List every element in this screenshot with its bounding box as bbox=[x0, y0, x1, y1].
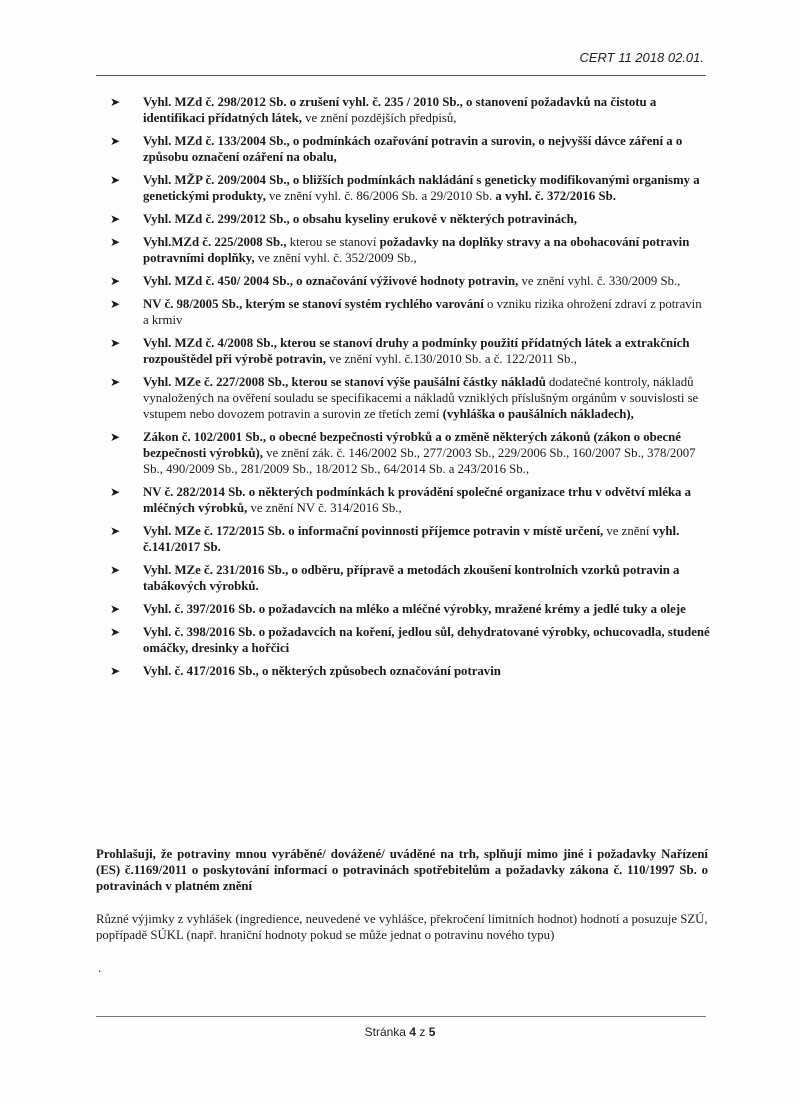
regulation-item bbox=[110, 374, 710, 422]
regulation-normal: dodatečné kontroly, nákladů vynaložených na ověření souladu se specifikacemi a nákladů vzniklých příslušným orgánům v souvislosti se vstupem nebo dovozem potravin a surovin ze třetích zemí bbox=[143, 375, 699, 421]
regulation-bold: Vyhl. MZe č. 227/2008 Sb., kterou se stanoví výše paušální částky nákladů bbox=[143, 375, 546, 389]
arrow-bullet-icon: ➤ bbox=[110, 485, 121, 499]
regulation-bold: Vyhl. č. 397/2016 Sb. o požadavcích na mléko a mléčné výrobky, mražené krémy a jedlé tuky a oleje bbox=[143, 602, 686, 616]
regulation-item bbox=[110, 273, 710, 289]
regulation-normal: ve znění vyhl. č. 86/2006 Sb. a 29/2010 Sb. bbox=[265, 189, 496, 203]
regulation-item bbox=[110, 94, 710, 126]
regulation-item bbox=[110, 484, 710, 516]
declaration-paragraph: Prohlašuji, že potraviny mnou vyráběné/ dovážené/ uváděné na trh, splňují mimo jiné i požadavky Nařízení (ES) č.1169/2011 o poskytování informací o potravinách spotřebitelům a požadavky zákona č. 110/1997 Sb. o potravinách v platném znění bbox=[96, 847, 708, 893]
arrow-bullet-icon: ➤ bbox=[110, 602, 121, 616]
regulation-bold: Vyhl. MZd č. 450/ 2004 Sb., o označování výživové hodnoty potravin, bbox=[143, 274, 519, 288]
arrow-bullet-icon: ➤ bbox=[110, 563, 121, 577]
regulation-item bbox=[110, 624, 710, 656]
regulation-item bbox=[110, 133, 710, 165]
arrow-bullet-icon: ➤ bbox=[110, 274, 121, 288]
regulation-item bbox=[110, 601, 710, 617]
regulation-normal: ve znění zák. č. 146/2002 Sb., 277/2003 Sb., 229/2006 Sb., 160/2007 Sb., 378/2007 Sb., 490/2009 Sb., 281/2009 Sb., 18/2012 Sb., 64/2014 Sb. a 243/2016 Sb., bbox=[143, 446, 696, 476]
header-divider bbox=[96, 75, 706, 76]
regulation-bold: Vyhl. MZd č. 4/2008 Sb., kterou se stanoví druhy a podmínky použití přídatných látek a extrakčních rozpouštědel při výrobě potravin, bbox=[143, 336, 690, 366]
regulation-normal: ve znění bbox=[603, 524, 653, 538]
regulation-bold: Zákon č. 102/2001 Sb., o obecné bezpečnosti výrobků a o změně některých zákonů (zákon o obecné bezpečnosti výrobků), bbox=[143, 430, 681, 460]
arrow-bullet-icon: ➤ bbox=[110, 375, 121, 389]
arrow-bullet-icon: ➤ bbox=[110, 212, 121, 226]
arrow-bullet-icon: ➤ bbox=[110, 664, 121, 678]
regulation-bold: Vyhl. č. 417/2016 Sb., o některých způsobech označování potravin bbox=[143, 664, 501, 678]
arrow-bullet-icon: ➤ bbox=[110, 134, 121, 148]
regulation-item bbox=[110, 523, 710, 555]
arrow-bullet-icon: ➤ bbox=[110, 95, 121, 109]
page-current: 4 bbox=[409, 1025, 417, 1039]
regulation-bold: Vyhl.MZd č. 225/2008 Sb., bbox=[143, 235, 287, 249]
regulation-normal: ve znění pozdějších předpisů, bbox=[301, 111, 457, 125]
regulation-normal: kterou se stanoví bbox=[286, 235, 380, 249]
arrow-bullet-icon: ➤ bbox=[110, 297, 121, 311]
regulation-normal: ve znění NV č. 314/2016 Sb., bbox=[247, 501, 402, 515]
page-number bbox=[0, 1025, 800, 1039]
exceptions-note: Různé výjimky z vyhlášek (ingredience, neuvedené ve vyhlášce, překročení limitních hodnot) hodnotí a posuzuje SZÚ, popřípadě SÚKL (např. hraniční hodnoty pokud se může jednat o potravinu nového typu) bbox=[96, 912, 708, 942]
regulation-bold: Vyhl. MZe č. 172/2015 Sb. o informační povinnosti příjemce potravin v místě určení, bbox=[143, 524, 604, 538]
regulation-list bbox=[110, 94, 710, 686]
arrow-bullet-icon: ➤ bbox=[110, 173, 121, 187]
regulation-normal: ve znění vyhl. č. 330/2009 Sb., bbox=[518, 274, 681, 288]
arrow-bullet-icon: ➤ bbox=[110, 336, 121, 350]
regulation-item bbox=[110, 234, 710, 266]
page-prefix: Stránka bbox=[364, 1025, 410, 1039]
regulation-bold2: vyhl. č.141/2017 Sb. bbox=[143, 524, 680, 554]
regulation-bold2: (vyhláška o paušálních nákladech), bbox=[442, 407, 634, 421]
arrow-bullet-icon: ➤ bbox=[110, 235, 121, 249]
regulation-bold2: a vyhl. č. 372/2016 Sb. bbox=[495, 189, 616, 203]
regulation-bold2: požadavky na doplňky stravy a na obohacování potravin potravními doplňky, bbox=[143, 235, 690, 265]
stray-dot: . bbox=[98, 960, 102, 975]
regulation-item bbox=[110, 663, 710, 679]
footer-divider bbox=[96, 1016, 706, 1017]
regulation-bold: Vyhl. MŽP č. 209/2004 Sb., o bližších podmínkách nakládání s geneticky modifikovanými organismy a genetickými produkty, bbox=[143, 173, 700, 203]
regulation-item bbox=[110, 562, 710, 594]
regulation-normal2: ve znění vyhl. č. 352/2009 Sb., bbox=[254, 251, 417, 265]
regulation-item bbox=[110, 211, 710, 227]
regulation-item bbox=[110, 296, 710, 328]
page-middle: z bbox=[416, 1025, 429, 1039]
regulation-bold: Vyhl. MZd č. 299/2012 Sb., o obsahu kyseliny erukové v některých potravinách, bbox=[143, 212, 577, 226]
regulation-bold: Vyhl. MZe č. 231/2016 Sb., o odběru, přípravě a metodách zkoušení kontrolních vzorků potravin a tabákových výrobků. bbox=[143, 563, 680, 593]
arrow-bullet-icon: ➤ bbox=[110, 625, 121, 639]
regulation-item bbox=[110, 335, 710, 367]
arrow-bullet-icon: ➤ bbox=[110, 524, 121, 538]
regulation-bold: Vyhl. MZd č. 298/2012 Sb. o zrušení vyhl. č. 235 / 2010 Sb., o stanovení požadavků na čistotu a identifikaci přídatných látek, bbox=[143, 95, 657, 125]
cert-code: CERT 11 2018 02.01. bbox=[579, 50, 704, 65]
page-total: 5 bbox=[428, 1025, 436, 1039]
regulation-bold: Vyhl. MZd č. 133/2004 Sb., o podmínkách ozařování potravin a surovin, o nejvyšší dávce záření a o způsobu označení ozáření na obalu, bbox=[143, 134, 683, 164]
arrow-bullet-icon: ➤ bbox=[110, 430, 121, 444]
regulation-normal: ve znění vyhl. č.130/2010 Sb. a č. 122/2011 Sb., bbox=[325, 352, 577, 366]
regulation-bold: NV č. 98/2005 Sb., kterým se stanoví systém rychlého varování bbox=[143, 297, 484, 311]
regulation-item bbox=[110, 429, 710, 477]
regulation-bold: NV č. 282/2014 Sb. o některých podmínkách k provádění společné organizace trhu v odvětví mléka a mléčných výrobků, bbox=[143, 485, 692, 515]
regulation-item bbox=[110, 172, 710, 204]
regulation-normal: o vzniku rizika ohrožení zdraví z potravin a krmiv bbox=[143, 297, 702, 327]
regulation-bold: Vyhl. č. 398/2016 Sb. o požadavcích na koření, jedlou sůl, dehydratované výrobky, ochucovadla, studené omáčky, dresinky a hořčici bbox=[143, 625, 710, 655]
